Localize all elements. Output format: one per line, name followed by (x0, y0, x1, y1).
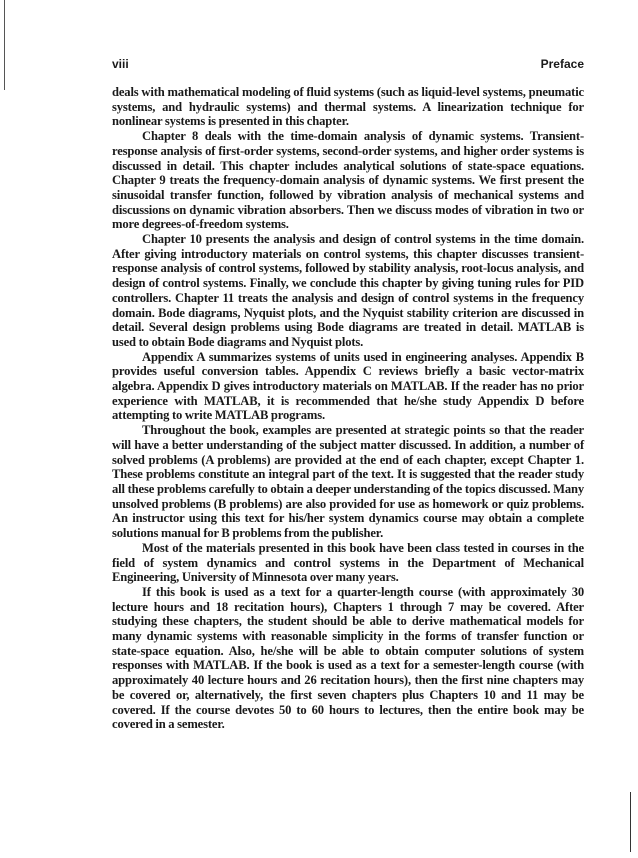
paragraph-chapter-8: Chapter 8 deals with the time-domain analysis of dynamic systems. Transient-response analysis of first-order systems, second-order systems, and higher order systems is discussed in detail. This chapter includes analytical solutions of state-space equations. Chapter 9 treats the frequency-domain analysis of dynamic systems. We first present the sinusoidal transfer function, followed by vibration analysis of mechanical systems and discussions on dynamic vibration absorbers. Then we discuss modes of vibration in two or more degrees-of-freedom systems. (112, 129, 584, 232)
page-number: viii (112, 57, 129, 71)
paragraph-class-tested: Most of the materials presented in this book have been class tested in courses in the field of system dynamics and control systems in the Department of Mechanical Engineering, University of Minnesota over many years. (112, 540, 584, 585)
scan-edge-line-right (630, 792, 631, 852)
scan-edge-line (4, 0, 5, 90)
paragraph-continuation: deals with mathematical modeling of fluid systems (such as liquid-level systems, pneumatic systems, and hydraulic systems) and thermal systems. A linearization technique for nonlinear systems is presented in this chapter. (112, 85, 584, 129)
paragraph-appendices: Appendix A summarizes systems of units used in engineering analyses. Appendix B provides useful conversion tables. Appendix C reviews briefly a basic vector-matrix algebra. Appendix D gives introductory materials on MATLAB. If the reader has no prior experience with MATLAB, it is recommended that he/she study Appendix D before attempting to write MATLAB programs. (112, 349, 584, 423)
paragraph-examples: Throughout the book, examples are presented at strategic points so that the reader will have a better understanding of the subject matter discussed. In addition, a number of solved problems (A problems) are provided at the end of each chapter, except Chapter 1. These problems constitute an integral part of the text. It is suggested that the reader study all these problems carefully to obtain a deeper understanding of the topics discussed. Many unsolved problems (B problems) are also provided for use as homework or quiz problems. An instructor using this text for his/her system dynamics course may obtain a complete solutions manual for B problems from the publisher. (112, 423, 584, 541)
paragraph-course-use: If this book is used as a text for a quarter-length course (with approximately 30 lecture hours and 18 recitation hours), Chapters 1 through 7 may be covered. After studying these chapters, the student should be able to derive mathematical models for many dynamic systems with reasonable simplicity in the forms of transfer function or state-space equation. Also, he/she will be able to obtain computer solutions of system responses with MATLAB. If the book is used as a text for a semester-length course (with approximately 40 lecture hours and 26 recitation hours), then the first nine chapters may be covered or, alternatively, the first seven chapters plus Chapters 10 and 11 may be covered. If the course devotes 50 to 60 hours to lectures, then the entire book may be covered in a semester. (112, 584, 584, 732)
page-header (112, 57, 584, 73)
running-head: Preface (540, 57, 584, 71)
body-text (112, 85, 584, 732)
paragraph-chapter-10: Chapter 10 presents the analysis and design of control systems in the time domain. After giving introductory materials on control systems, this chapter discusses transient-response analysis of control systems, followed by stability analysis, root-locus analysis, and design of control systems. Finally, we conclude this chapter by giving tuning rules for PID controllers. Chapter 11 treats the analysis and design of control systems in the frequency domain. Bode diagrams, Nyquist plots, and the Nyquist stability criterion are discussed in detail. Several design problems using Bode diagrams are treated in detail. MATLAB is used to obtain Bode diagrams and Nyquist plots. (112, 232, 584, 349)
